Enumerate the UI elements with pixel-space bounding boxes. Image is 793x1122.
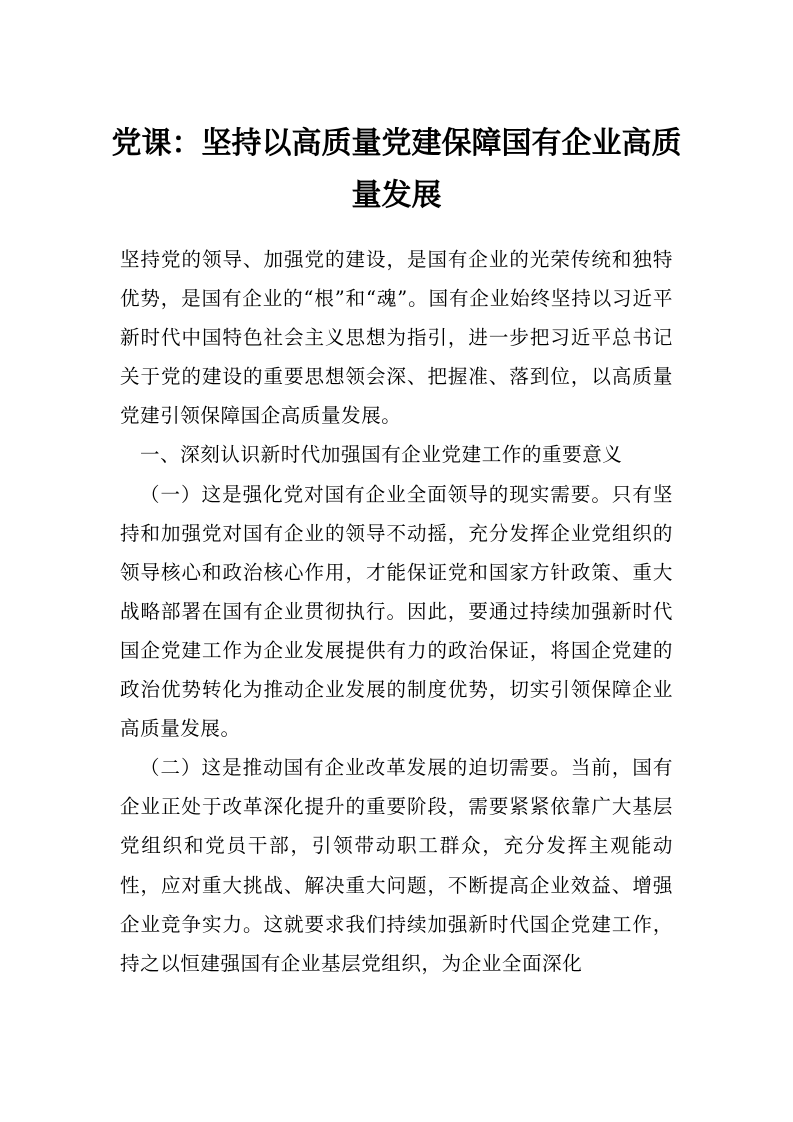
document-body [120,240,673,983]
body-paragraph: （二）这是推动国有企业改革发展的迫切需要。当前，国有企业正处于改革深化提升的重要阶段，需要紧紧依靠广大基层党组织和党员干部，引领带动职工群众，充分发挥主观能动性，应对重大挑战、解决重大问题，不断提高企业效益、增强企业竞争实力。这就要求我们持续加强新时代国企党建工作，持之以恒建强国有企业基层党组织，为企业全面深化 [120,756,673,975]
section-heading: 一、深刻认识新时代加强国有企业党建工作的重要意义 [140,443,623,467]
document-title: 党课：坚持以高质量党建保障国有企业高质量发展 [111,126,682,213]
intro-paragraph: 坚持党的领导、加强党的建设，是国有企业的光荣传统和独特优势，是国有企业的“根”和“魂”。国有企业始终坚持以习近平新时代中国特色社会主义思想为指引，进一步把习近平总书记关于党的建设的重要思想领会深、把握准、落到位，以高质量党建引领保障国企高质量发展。 [120,248,673,428]
body-paragraph: （一）这是强化党对国有企业全面领导的现实需要。只有坚持和加强党对国有企业的领导不动摇，充分发挥企业党组织的领导核心和政治核心作用，才能保证党和国家方针政策、重大战略部署在国有企业贯彻执行。因此，要通过持续加强新时代国企党建工作为企业发展提供有力的政治保证，将国企党建的政治优势转化为推动企业发展的制度优势，切实引领保障企业高质量发展。 [120,482,673,741]
